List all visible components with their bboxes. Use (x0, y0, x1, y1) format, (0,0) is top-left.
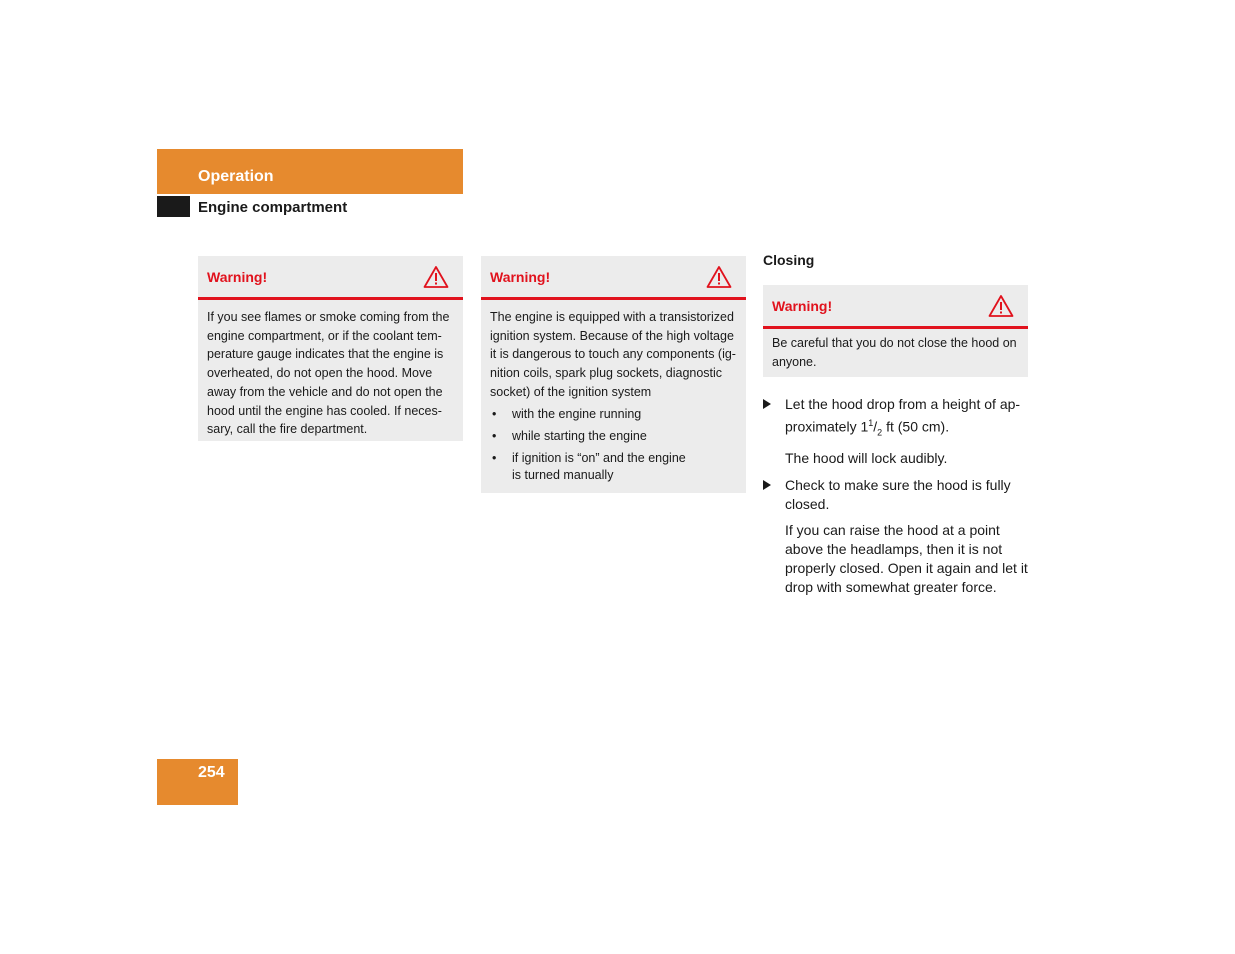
warning-triangle-icon (988, 294, 1014, 318)
warning-line: anyone. (772, 354, 817, 369)
fraction-denominator: 2 (877, 427, 883, 438)
warning-box-flames (198, 256, 463, 441)
warning-box-closing (763, 285, 1028, 377)
step-line: Let the hood drop from a height of ap- (785, 396, 1021, 412)
warning-text (763, 329, 1028, 380)
warning-line: hood until the engine has cooled. If neces- (207, 403, 442, 418)
warning-line: sary, call the fire department. (207, 422, 368, 437)
closing-heading: Closing (763, 252, 815, 268)
page-number: 254 (198, 764, 225, 781)
warning-header (481, 256, 746, 300)
warning-line: Be careful that you do not close the hood on (772, 336, 1017, 350)
warning-line: nition coils, spark plug sockets, diagnostic (490, 366, 723, 381)
result-line: above the headlamps, then it is not (785, 541, 1003, 558)
warning-label: Warning! (207, 269, 268, 285)
result-line: drop with somewhat greater force. (785, 579, 997, 596)
warning-bullet-list (490, 406, 737, 484)
warning-line: perature gauge indicates that the engine is (207, 347, 444, 362)
closing-instructions (763, 395, 1029, 597)
subsection-title: Engine compartment (198, 199, 348, 216)
warning-line: away from the vehicle and do not open the (207, 384, 443, 399)
step-result (763, 521, 1029, 597)
step-arrow-icon (763, 399, 771, 409)
step-line: closed. (785, 496, 830, 513)
bullet-item: • while starting the engine (490, 428, 737, 445)
step-text: ft (50 cm). (882, 418, 950, 435)
warning-triangle-icon (423, 265, 449, 289)
warning-line: it is dangerous to touch any components (ig- (490, 347, 736, 362)
warning-text (198, 300, 463, 448)
section-title: Operation (198, 168, 274, 185)
warning-line: overheated, do not open the hood. Move (207, 366, 433, 381)
fraction-slash: / (873, 418, 878, 435)
warning-header (763, 285, 1028, 329)
result-line: If you can raise the hood at a point (785, 522, 1000, 539)
warning-line: If you see flames or smoke coming from the (207, 310, 450, 324)
warning-label: Warning! (772, 298, 833, 314)
bullet-item: • with the engine running (490, 406, 737, 423)
fraction-numerator: 1 (868, 418, 874, 428)
subsection-marker (157, 196, 190, 217)
step-line: Check to make sure the hood is fully (785, 477, 1011, 494)
warning-line: socket) of the ignition system (490, 384, 652, 399)
step-result: The hood will lock audibly. (785, 450, 948, 467)
warning-line: engine compartment, or if the coolant tem- (207, 328, 442, 343)
instruction-step (763, 395, 1029, 442)
step-arrow-icon (763, 480, 771, 490)
warning-header (198, 256, 463, 300)
step-text: proximately 1 (785, 418, 869, 435)
warning-box-ignition (481, 256, 746, 493)
step-line (785, 414, 1029, 442)
bullet-item: • if ignition is “on” and the engine is turned manually (490, 450, 697, 484)
warning-text (481, 300, 746, 498)
instruction-step (763, 476, 1029, 514)
warning-line: ignition system. Because of the high voltage (490, 328, 734, 343)
warning-label: Warning! (490, 269, 551, 285)
warning-line: The engine is equipped with a transistorized (490, 310, 734, 324)
warning-triangle-icon (706, 265, 732, 289)
result-line: properly closed. Open it again and let it (785, 560, 1028, 577)
